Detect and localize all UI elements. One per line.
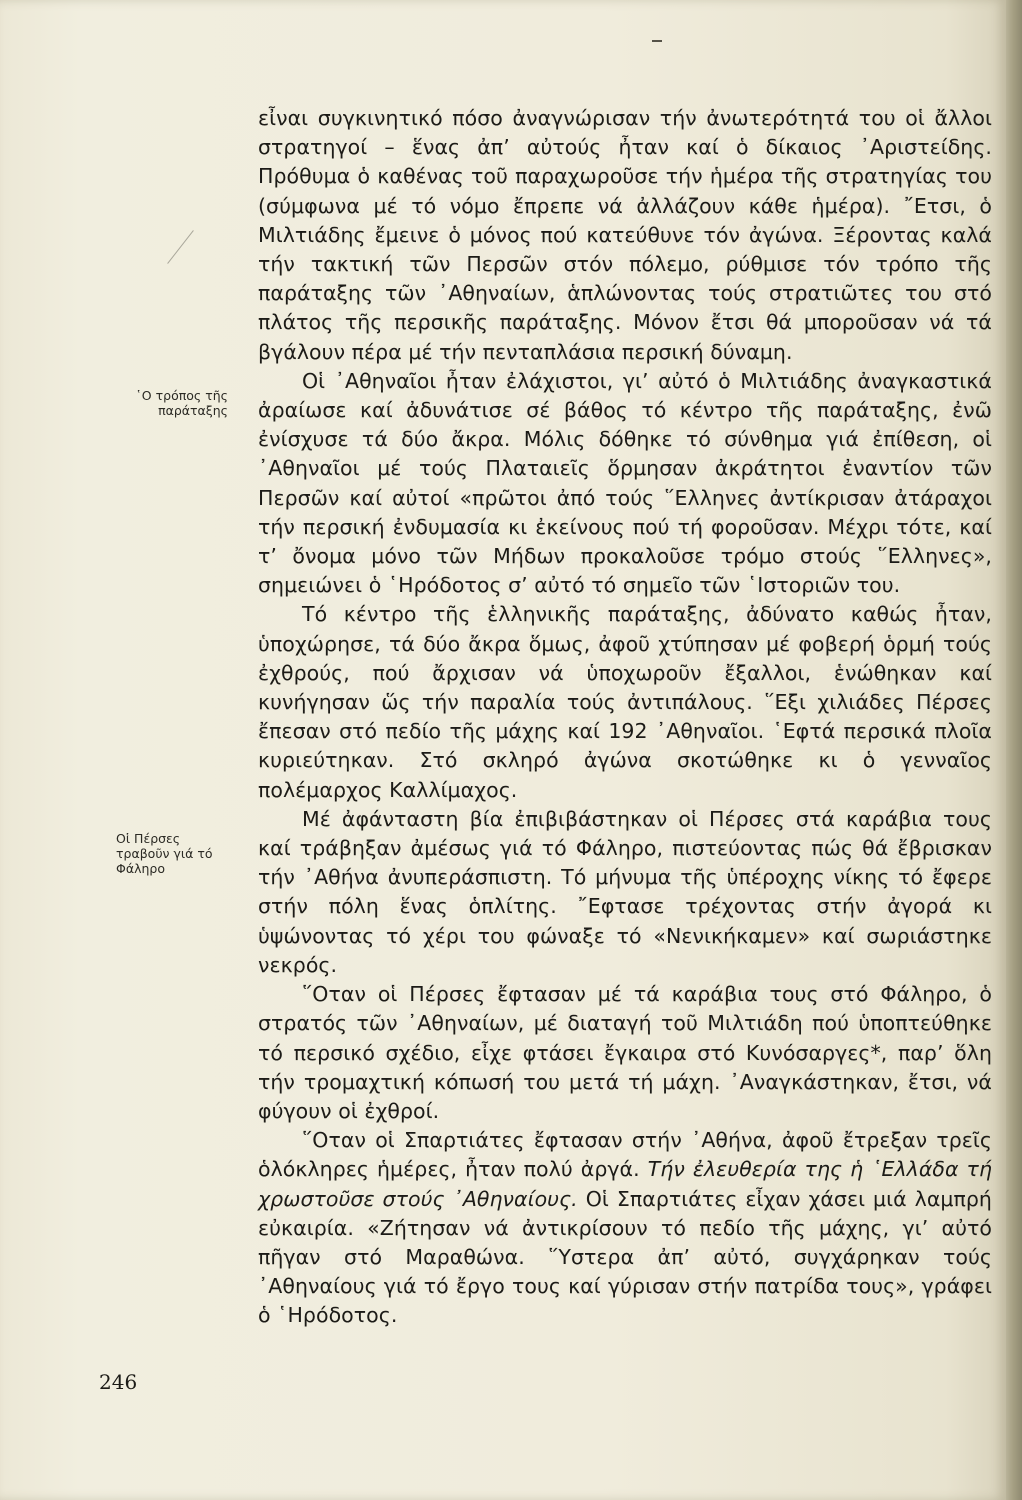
main-text-column (258, 104, 992, 1331)
paragraph-6-start: ῞Οταν οἱ Σπαρτιάτες ἔφτασαν στήν ᾽Αθήνα, ἀφοῦ ἔτρεξαν τρεῖς ὁλόκληρες ἡμέρες, ἦταν πολύ ἀργά. (258, 1128, 992, 1182)
ink-mark (652, 40, 662, 42)
page-number: 246 (99, 1370, 138, 1394)
paragraph-6 (258, 1126, 992, 1330)
paragraph-6-italic: Τήν ἐλευθερία της ἡ ῾Ελλάδα τή χρωστοῦσε στούς ᾽Αθηναίους. (258, 1157, 992, 1211)
margin-note-battle-order: ῾Ο τρόπος τῆς παράταξης (135, 388, 228, 418)
paragraph-4: Μέ ἀφάνταστη βία ἐπιβιβάστηκαν οἱ Πέρσες στά καράβια τους καί τράβηξαν ἀμέσως γιά τό Φάληρο, πιστεύοντας πώς θά ἔβρισκαν τήν ᾽Αθήνα ἀνυπεράσπιστη. Τό μήνυμα τῆς ὑπέροχης νίκης τό ἔφερε στήν πόλη ἕνας ὁπλίτης. ῎Εφτασε τρέχοντας στήν ἀγορά κι ὑψώνοντας τό χέρι του φώναξε τό «Νενικήκαμεν» καί σωριάστηκε νεκρός. (258, 806, 992, 977)
paragraph-3: Τό κέντρο τῆς ἑλληνικῆς παράταξης, ἀδύνατο καθώς ἦταν, ὑποχώρησε, τά δύο ἄκρα ὅμως, ἀφοῦ χτύπησαν μέ φοβερή ὁρμή τούς ἐχθρούς, πού ἄρχισαν νά ὑποχωροῦν ἔξαλλοι, ἑνώθηκαν καί κυνήγησαν ὥς τήν παραλία τούς ἀντιπάλους. ῞Εξι χιλιάδες Πέρσες ἔπεσαν στό πεδίο τῆς μάχης καί 192 ᾽Αθηναῖοι. ῾Εφτά περσικά πλοῖα κυριεύτηκαν. Στό σκληρό ἀγώνα σκοτώθηκε κι ὁ γενναῖος πολέμαρχος Καλλίμαχος. (258, 602, 992, 802)
paragraph-5: ῞Οταν οἱ Πέρσες ἔφτασαν μέ τά καράβια τους στό Φάληρο, ὁ στρατός τῶν ᾽Αθηναίων, μέ διαταγή τοῦ Μιλτιάδη πού ὑποπτεύθηκε τό περσικό σχέδιο, εἶχε φτάσει ἔγκαιρα στό Κυνόσαργες*, παρ’ ὅλη τήν τρομαχτική κόπωσή του μετά τή μάχη. ᾽Αναγκάστηκαν, ἔτσι, νά φύγουν οἱ ἐχθροί. (258, 982, 992, 1123)
paragraph-2: Οἱ ᾽Αθηναῖοι ἦταν ἐλάχιστοι, γι’ αὐτό ὁ Μιλτιάδης ἀναγκαστικά ἀραίωσε καί ἀδυνάτισε σέ βάθος τό κέντρο τῆς παράταξης, ἐνῶ ἐνίσχυσε τά δύο ἄκρα. Μόλις δόθηκε τό σύνθημα γιά ἐπίθεση, οἱ ᾽Αθηναῖοι μέ τούς Πλαταιεῖς ὅρμησαν ἀκράτητοι ἐναντίον τῶν Περσῶν καί αὐτοί «πρῶτοι ἀπό τούς ῞Ελληνες ἀντίκρισαν ἀτάραχοι τήν περσική ἐνδυμασία κι ἐκείνους πού τή φοροῦσαν. Μέχρι τότε, καί τ’ ὄνομα μόνο τῶν Μήδων προκαλοῦσε τρόμο στούς ῞Ελληνες», σημειώνει ὁ ῾Ηρόδοτος σ’ αὐτό τό σημεῖο τῶν ῾Ιστοριῶν του. (258, 368, 992, 598)
paragraph-6-end: Οἱ Σπαρτιάτες εἶχαν χάσει μιά λαμπρή εὐκαιρία. «Ζήτησαν νά ἀντικρίσουν τό πεδίο τῆς μάχης, γι’ αὐτό πῆγαν στό Μαραθώνα. ῞Υστερα ἀπ’ αὐτό, συγχάρηκαν τούς ᾽Αθηναίους γιά τό ἔργο τους καί γύρισαν στήν πατρίδα τους», γράφει ὁ ῾Ηρόδοτος. (258, 1186, 992, 1328)
page-edge-shadow (1006, 0, 1022, 1500)
paragraph-1: εἶναι συγκινητικό πόσο ἀναγνώρισαν τήν ἀνωτερότητά του οἱ ἄλλοι στρατηγοί – ἕνας ἀπ’ αὐτούς ἦταν καί ὁ δίκαιος ᾽Αριστείδης. Πρόθυμα ὁ καθένας τοῦ παραχωροῦσε τήν ἡμέρα τῆς στρατηγίας του (σύμφωνα μέ τό νόμο ἔπρεπε νά ἀλλάζουν κάθε ἡμέρα). ῎Ετσι, ὁ Μιλτιάδης ἔμεινε ὁ μόνος πού κατεύθυνε τόν ἀγώνα. Ξέροντας καλά τήν τακτική τῶν Περσῶν στόν πόλεμο, ρύθμισε τόν τρόπο τῆς παράταξης τῶν ᾽Αθηναίων, ἁπλώνοντας τούς στρατιῶτες του στό πλάτος τῆς περσικῆς παράταξης. Μόνον ἔτσι θά μποροῦσαν νά τά βγάλουν πέρα μέ τήν πενταπλάσια περσική δύναμη. (258, 106, 992, 364)
pencil-mark (167, 230, 194, 264)
margin-note-persians-phaleron: Οἱ Πέρσες τραβοῦν γιά τό Φάληρο (116, 831, 213, 876)
